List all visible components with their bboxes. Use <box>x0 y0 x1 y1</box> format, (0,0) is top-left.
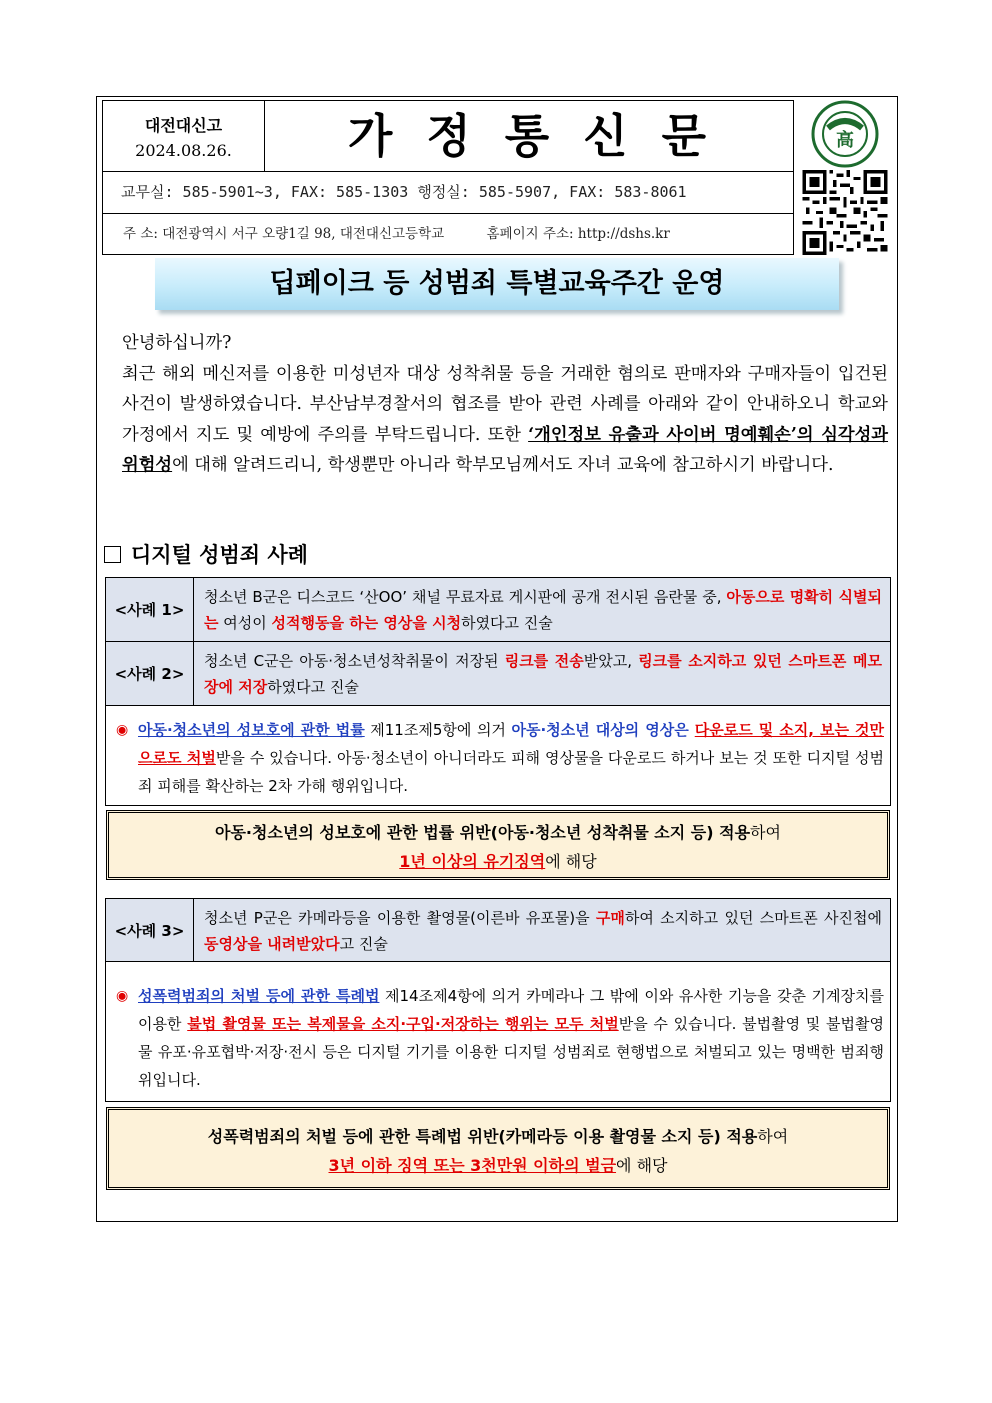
intro-paragraph <box>108 328 888 481</box>
qr-code-image <box>795 170 895 255</box>
intro-emphasis: ‘개인정보 유출과 사이버 명예훼손’의 심각성과 위험성 <box>122 424 889 475</box>
case2-red-a: 링크를 전송 <box>504 652 584 670</box>
school-name: 대전대신고 <box>144 116 223 135</box>
issue-date: 2024.08.26. <box>135 141 232 160</box>
intro-text-1: 최근 해외 메신저를 이용한 미성년자 대상 성착취물 등을 거래한 혐의로 판매자와 구매자들이 입건된 사건이 발생하였습니다. 부산남부경찰서의 협조를 받아 관련 사례를 아래와 같이 안내하오니 학교와 가정에서 지도 및 예방에 주의를 부탁드립니다. 또한 <box>122 363 888 445</box>
intro-body <box>108 359 888 481</box>
law-name-2: 성폭력범죄의 처벌 등에 관한 특례법 <box>138 987 380 1005</box>
legal-note-1-body <box>138 716 884 797</box>
logo-char: 高 <box>836 130 854 151</box>
case-label-3: <사례 3> <box>106 899 194 961</box>
letter-header <box>102 100 794 255</box>
penalty1-line2 <box>109 847 887 876</box>
case3-red-b: 동영상을 내려받았다 <box>204 935 340 953</box>
penalty2-red: 3년 이하 징역 또는 3천만원 이하의 벌금 <box>328 1156 617 1175</box>
case1-text-a: 청소년 B군은 디스코드 ‘산OO’ 채널 무료자료 게시판에 공개 전시된 음란물 중, <box>204 588 727 606</box>
case1-red-a: 아동으로 명확히 식별되는 <box>204 588 882 632</box>
note1-blue-b: 아동·청소년 대상의 영상은 <box>511 721 695 739</box>
case2-text-c: 하였다고 진술 <box>267 678 359 696</box>
penalty1-tail: 하여 <box>750 823 781 842</box>
case-text-1 <box>194 578 890 641</box>
note2-red-a: 불법 촬영물 또는 복제물을 소지·구입·저장하는 행위는 모두 처벌 <box>187 1015 619 1033</box>
case3-text-b: 하여 소지하고 있던 스마트폰 사진첩에 <box>624 909 882 927</box>
note1-text-a: 제11조제5항에 의거 <box>364 721 512 739</box>
case1-text-c: 하였다고 진술 <box>461 614 553 632</box>
case-row-1 <box>106 578 890 641</box>
note1-red-a: 다운로드 및 소지, 보는 것만으로도 처벌 <box>138 721 884 767</box>
section-title <box>104 539 308 569</box>
intro-text-2: 에 대해 알려드리니, 학생뿐만 아니라 학부모님께서도 자녀 교육에 참고하시기 바랍니다. <box>172 455 834 475</box>
penalty1-red: 1년 이상의 유기징역 <box>399 852 546 871</box>
penalty2-line1 <box>109 1122 887 1151</box>
note1-text-b: 받을 수 있습니다. 아동·청소년이 아니더라도 피해 영상물을 다운로드 하거나 보는 것 또한 디지털 성범죄 피해를 확산하는 2차 가해 행위입니다. <box>138 749 884 795</box>
case-table-1 <box>105 577 891 806</box>
letter-title: 가정통신문 <box>347 109 741 163</box>
case3-text-c: 고 진술 <box>339 935 388 953</box>
topic-banner: 딥페이크 등 성범죄 특별교육주간 운영 <box>155 258 839 310</box>
case-label-1: <사례 1> <box>106 578 194 641</box>
school-cell <box>103 101 265 171</box>
penalty2-line2 <box>109 1151 887 1180</box>
penalty-box-2 <box>106 1107 890 1190</box>
penalty1-line1 <box>109 818 887 847</box>
law-name-1: 아동·청소년의 성보호에 관한 법률 <box>138 721 365 739</box>
legal-note-1 <box>106 705 890 805</box>
address-line <box>103 213 793 255</box>
case3-red-a: 구매 <box>595 909 625 927</box>
legal-note-2 <box>106 961 890 1101</box>
case1-red-b: 성적행동을 하는 영상을 시청 <box>271 614 462 632</box>
section-title-text: 디지털 성범죄 사례 <box>131 543 308 567</box>
case-row-3 <box>106 899 890 961</box>
case-table-2 <box>105 898 891 1102</box>
case-text-2 <box>194 642 890 705</box>
homepage-text: 홈페이지 주소: http://dshs.kr <box>486 226 670 242</box>
note2-text-a: 제14조제4항에 의거 카메라나 그 밖에 이와 유사한 기능을 갖춘 기계장치를 이용한 <box>138 987 884 1033</box>
case-row-2 <box>106 641 890 705</box>
penalty-box-1 <box>106 810 890 880</box>
checkbox-square-icon <box>104 546 121 563</box>
penalty2-bold: 성폭력범죄의 처벌 등에 관한 특례법 위반(카메라등 이용 촬영물 소지 등) 적용 <box>207 1127 758 1146</box>
bullet-icon: ◉ <box>116 722 129 738</box>
penalty1-tail2: 에 해당 <box>545 852 597 871</box>
case-label-2: <사례 2> <box>106 642 194 705</box>
note2-text-b: 받을 수 있습니다. 불법촬영 및 불법촬영물 유포·유포협박·저장·전시 등은 디지털 기기를 이용한 디지털 성범죄로 현행법으로 처벌되고 있는 명백한 범죄행위입니다. <box>138 1015 884 1089</box>
contact-line: 교무실: 585-5901~3, FAX: 585-1303 행정실: 585-5907, FAX: 583-8061 <box>103 171 793 213</box>
case2-red-b: 링크를 소지하고 있던 스마트폰 메모장에 저장 <box>204 652 882 696</box>
penalty2-tail: 하여 <box>757 1127 789 1146</box>
case2-text-b: 받았고, <box>583 652 639 670</box>
case2-text-a: 청소년 C군은 아동·청소년성착취물이 저장된 <box>204 652 505 670</box>
penalty1-bold: 아동·청소년의 성보호에 관한 법률 위반(아동·청소년 성착취물 소지 등) 적용 <box>215 823 751 842</box>
penalty2-tail2: 에 해당 <box>616 1156 668 1175</box>
school-logo <box>795 100 895 168</box>
address-text: 주 소: 대전광역시 서구 오량1길 98, 대전대신고등학교 <box>123 226 445 242</box>
bullet-icon: ◉ <box>116 988 129 1004</box>
case-text-3 <box>194 899 890 961</box>
case3-text-a: 청소년 P군은 카메라등을 이용한 촬영물(이른바 유포물)을 <box>204 909 596 927</box>
case1-text-b: 여성이 <box>218 614 272 632</box>
greeting: 안녕하십니까? <box>122 333 232 353</box>
legal-note-2-body <box>138 982 884 1093</box>
